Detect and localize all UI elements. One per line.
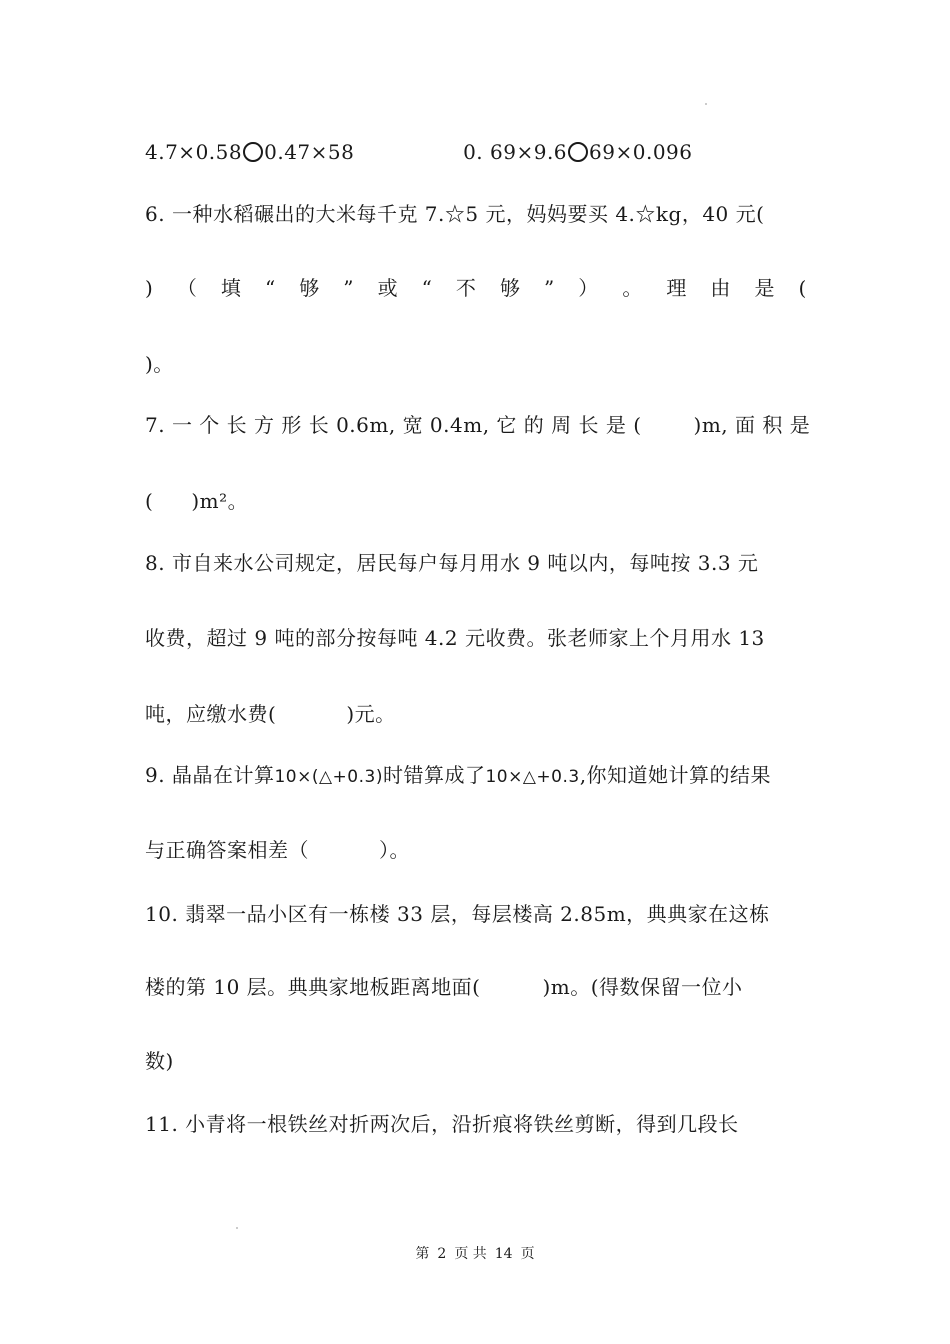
question-6-line-1: 6. 一种水稻碾出的大米每千克 7.☆5 元，妈妈要买 4.☆kg，40 元( xyxy=(145,202,765,226)
question-6-line-2 xyxy=(145,274,807,302)
q6-char: 由 xyxy=(710,276,731,300)
q6-char: “ xyxy=(264,276,276,300)
q9-text-a: 9. 晶晶在计算 xyxy=(145,763,275,787)
question-7-line-2 xyxy=(145,487,807,515)
question-8-line-2: 收费，超过 9 吨的部分按每吨 4.2 元收费。张老师家上个月用水 13 xyxy=(145,626,765,650)
q7-text-d: )m²。 xyxy=(191,489,249,513)
comparison-line xyxy=(145,138,807,166)
footer-total-pages: 14 xyxy=(494,1246,513,1262)
q9-text-c: ,你知道她计算的结果 xyxy=(579,763,772,787)
q10-text-b: )m。(得数保留一位小 xyxy=(542,975,743,999)
expr-right-1: 0.47×58 xyxy=(264,140,355,164)
q6-char: （ xyxy=(176,276,198,300)
q9-expression-correct: 10×(△+0.3) xyxy=(274,767,383,787)
q10-text-a: 楼的第 10 层。典典家地板距离地面( xyxy=(145,975,481,999)
footer-prefix: 第 xyxy=(415,1246,430,1262)
question-10-line-1: 10. 翡翠一品小区有一栋楼 33 层，每层楼高 2.85m，典典家在这栋 xyxy=(145,902,770,926)
q6-char: 够 xyxy=(499,276,521,300)
q6-char: 理 xyxy=(666,276,687,300)
question-9-line-1 xyxy=(145,761,807,791)
question-7-line-1 xyxy=(145,411,811,439)
question-9-line-2 xyxy=(145,836,807,864)
q6-char: 填 xyxy=(220,276,242,300)
q6-char: 。 xyxy=(622,276,643,300)
q6-char: ” xyxy=(343,276,355,300)
q6-char: 不 xyxy=(455,276,477,300)
q7-text-b: )m, 面 积 是 xyxy=(693,413,811,437)
q6-char: 是 xyxy=(754,276,775,300)
q9-text-d: 与正确答案相差（ xyxy=(145,838,309,862)
compare-circle-2[interactable] xyxy=(568,142,588,162)
question-8-line-3 xyxy=(145,700,807,728)
scan-speck xyxy=(705,103,707,105)
question-8-line-1: 8. 市自来水公司规定，居民每户每月用水 9 吨以内，每吨按 3.3 元 xyxy=(145,551,759,575)
footer-mid: 页 共 xyxy=(454,1246,487,1262)
expr-right-2: 69×0.096 xyxy=(589,140,693,164)
footer-page-number: 2 xyxy=(437,1246,447,1262)
q8-text-a: 吨，应缴水费( xyxy=(145,702,277,726)
page-footer xyxy=(0,1244,950,1264)
question-6-line-3: )。 xyxy=(145,352,174,376)
q9-expression-wrong: 10×△+0.3 xyxy=(485,767,580,787)
q6-char: ( xyxy=(798,276,807,300)
footer-suffix: 页 xyxy=(520,1246,535,1262)
question-11-line-1: 11. 小青将一根铁丝对折两次后，沿折痕将铁丝剪断，得到几段长 xyxy=(145,1112,739,1136)
q6-char: 或 xyxy=(377,276,399,300)
q9-text-e: ）。 xyxy=(379,838,410,862)
q7-text-a: 7. 一 个 长 方 形 长 0.6m, 宽 0.4m, 它 的 周 长 是 ( xyxy=(145,413,642,437)
q6-char: ” xyxy=(543,276,555,300)
q9-text-b: 时错算成了 xyxy=(382,763,486,787)
q6-char: ) xyxy=(145,276,154,300)
q8-text-b: )元。 xyxy=(346,702,396,726)
scan-speck xyxy=(236,1227,238,1229)
question-10-line-2 xyxy=(145,973,807,1001)
q6-char: 够 xyxy=(299,276,320,300)
compare-circle-1[interactable] xyxy=(243,142,263,162)
question-10-line-3: 数) xyxy=(145,1049,174,1073)
expr-left-2: 0. 69×9.6 xyxy=(463,140,568,164)
q6-char: ） xyxy=(578,276,599,300)
expr-left-1: 4.7×0.58 xyxy=(145,140,243,164)
q7-text-c: ( xyxy=(145,489,154,513)
q6-char: “ xyxy=(421,276,433,300)
